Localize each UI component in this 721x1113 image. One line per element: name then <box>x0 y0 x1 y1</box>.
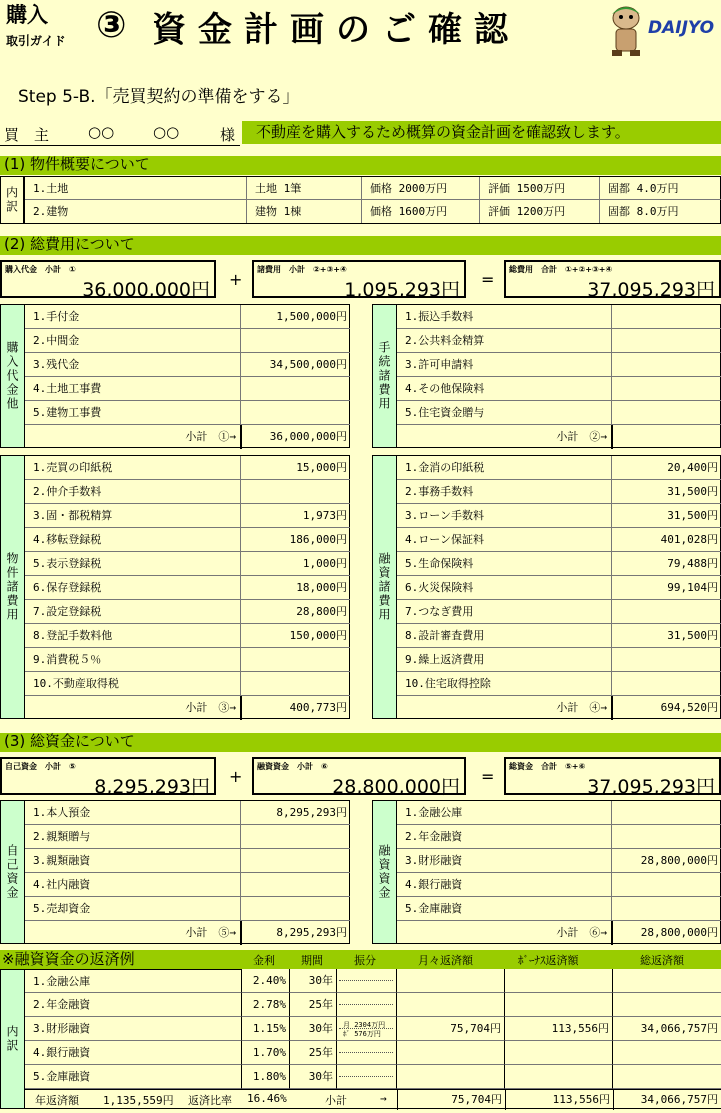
blk-procedure-table <box>397 304 721 448</box>
blk-loan-side <box>372 800 397 944</box>
line-item-label: 2.仲介手数料 <box>25 480 241 504</box>
split-line <box>339 1004 393 1005</box>
blk-procedure-side <box>372 304 397 448</box>
repayment-row-label: 1.金融公庫 <box>25 969 242 993</box>
line-item-value <box>612 305 721 329</box>
step-number: ③ <box>96 5 127 46</box>
line-item-label: 1.売買の印紙税 <box>25 456 241 480</box>
line-item-label: 1.金消の印紙税 <box>397 456 612 480</box>
line-item-label: 4.ローン保証料 <box>397 528 612 552</box>
property-summary-eval: 評価 1500万円 <box>480 177 600 200</box>
line-item-label: 5.表示登録税 <box>25 552 241 576</box>
own-total-caption: 自己資金 小計 ⑤ <box>5 762 76 771</box>
line-item-label: 5.住宅資金贈与 <box>397 401 612 425</box>
line-item-value <box>612 672 721 696</box>
buyer-name-2: ○○ <box>153 123 180 141</box>
repayment-bonus <box>505 1065 613 1089</box>
line-item-label: 4.その他保険料 <box>397 377 612 401</box>
line-item-label: 9.繰上返済費用 <box>397 648 612 672</box>
line-item-value: 31,500円 <box>612 504 721 528</box>
repayment-monthly <box>397 1041 505 1065</box>
repayment-split <box>337 1065 397 1089</box>
blk-financing-table <box>397 455 721 719</box>
line-item-value <box>241 849 350 873</box>
col-split: 振分 <box>354 954 376 967</box>
property-summary-price: 価格 2000万円 <box>362 177 480 200</box>
footer-total: 34,066,757円 <box>613 1090 721 1110</box>
repayment-term: 30年 <box>290 1017 337 1041</box>
repayment-term: 30年 <box>290 969 337 993</box>
split-b: ﾎﾞ 576万円 <box>343 1030 381 1038</box>
line-item-value <box>241 648 350 672</box>
equals-sign: = <box>481 270 495 289</box>
line-item-label: 2.年金融資 <box>397 825 612 849</box>
repayment-row-label: 2.年金融資 <box>25 993 242 1017</box>
col-bonus: ﾎﾞｰﾅｽ返済額 <box>518 954 579 967</box>
col-rate: 金利 <box>253 954 275 967</box>
blk-own-side <box>0 800 25 944</box>
line-item-label: 2.中間金 <box>25 329 241 353</box>
buyer-name-1: ○○ <box>88 123 115 141</box>
loan-total-caption: 融資資金 小計 ⑥ <box>257 762 328 771</box>
line-item-label: 6.火災保険料 <box>397 576 612 600</box>
line-item-label: 4.銀行融資 <box>397 873 612 897</box>
repayment-split <box>337 1041 397 1065</box>
property-summary-kind: 建物 1棟 <box>247 200 362 223</box>
notice-banner: 不動産を購入するため概算の資金計画を確認致します。 <box>242 121 721 144</box>
side-label: 自己資金 <box>5 844 19 900</box>
equals-sign-2: = <box>481 767 495 786</box>
footer-bonus: 113,556円 <box>505 1090 613 1110</box>
line-item-value <box>612 377 721 401</box>
repayment-monthly <box>397 993 505 1017</box>
grand-total-box <box>504 260 721 301</box>
side-label: 融資諸費用 <box>377 552 391 622</box>
line-item-label: 1.振込手数料 <box>397 305 612 329</box>
funds-total-caption: 総資金 合計 ⑤+⑥ <box>509 762 586 771</box>
repayment-term: 25年 <box>290 1041 337 1065</box>
line-item-value <box>612 825 721 849</box>
brand-logo: DAIJYO <box>648 18 715 38</box>
repayment-split <box>337 993 397 1017</box>
subtotal-value: 694,520円 <box>612 696 721 720</box>
footer-subtotal-label: 小計 <box>325 1094 347 1107</box>
logo-sub: 取引ガイド <box>6 34 66 48</box>
repayment-total <box>613 1065 721 1089</box>
logo-main: 購入 <box>6 3 48 27</box>
line-item-label: 10.住宅取得控除 <box>397 672 612 696</box>
line-item-label: 8.登記手数料他 <box>25 624 241 648</box>
line-item-label: 1.本人預金 <box>25 801 241 825</box>
line-item-label: 3.親類融資 <box>25 849 241 873</box>
line-item-label: 5.生命保険料 <box>397 552 612 576</box>
line-item-label: 5.金庫融資 <box>397 897 612 921</box>
purchase-total-box <box>0 260 216 301</box>
split-a: 月 2304万円 <box>343 1021 386 1029</box>
section2-title: (2) 総費用について <box>0 236 721 255</box>
repayment-total: 34,066,757円 <box>613 1017 721 1041</box>
line-item-label: 1.手付金 <box>25 305 241 329</box>
annual-label: 年返済額 <box>35 1094 79 1107</box>
line-item-value <box>241 672 350 696</box>
misc-total-box <box>252 260 466 301</box>
subtotal-label: 小計 ④→ <box>397 696 612 720</box>
footer-arrow: → <box>380 1092 387 1105</box>
grand-total-value: 37,095,293円 <box>587 279 715 301</box>
line-item-label: 7.設定登録税 <box>25 600 241 624</box>
line-item-label: 2.事務手数料 <box>397 480 612 504</box>
repayment-title: ※融資資金の返済例 <box>2 950 135 968</box>
funds-total-value: 37,095,293円 <box>587 776 715 798</box>
line-item-value <box>612 401 721 425</box>
subtotal-value: 400,773円 <box>241 696 350 720</box>
section1-title: (1) 物件概要について <box>0 156 721 175</box>
plus-sign-2: + <box>229 767 243 786</box>
side-label: 購入代金他 <box>5 341 19 411</box>
subtotal-label: 小計 ②→ <box>397 425 612 449</box>
repayment-split <box>337 969 397 993</box>
property-summary-eval: 評価 1200万円 <box>480 200 600 223</box>
line-item-value <box>241 873 350 897</box>
repayment-rate: 1.15% <box>242 1017 290 1041</box>
repayment-total <box>613 1041 721 1065</box>
line-item-label: 3.残代金 <box>25 353 241 377</box>
funds-total-box <box>504 757 721 798</box>
mascot-icon <box>604 2 648 58</box>
repayment-side <box>0 969 25 1109</box>
repayment-rate: 1.80% <box>242 1065 290 1089</box>
line-item-value: 150,000円 <box>241 624 350 648</box>
blk-purchase-table <box>25 304 350 448</box>
blk-loan-table <box>397 800 721 944</box>
line-item-value <box>612 648 721 672</box>
line-item-label: 7.つなぎ費用 <box>397 600 612 624</box>
line-item-value: 99,104円 <box>612 576 721 600</box>
repayment-monthly: 75,704円 <box>397 1017 505 1041</box>
line-item-value <box>612 600 721 624</box>
own-total-box <box>0 757 216 798</box>
line-item-value: 31,500円 <box>612 480 721 504</box>
ratio-label: 返済比率 <box>188 1094 232 1107</box>
side-label: 手続諸費用 <box>377 341 391 411</box>
line-item-label: 1.金融公庫 <box>397 801 612 825</box>
line-item-value <box>612 329 721 353</box>
line-item-value: 15,000円 <box>241 456 350 480</box>
repayment-row-label: 3.財形融資 <box>25 1017 242 1041</box>
split-line <box>339 1052 393 1053</box>
blk-own-table <box>25 800 350 944</box>
misc-total-caption: 諸費用 小計 ②+③+④ <box>257 265 347 274</box>
repayment-total <box>613 969 721 993</box>
line-item-value: 1,000円 <box>241 552 350 576</box>
line-item-value <box>612 897 721 921</box>
subtotal-value: 28,800,000円 <box>612 921 721 945</box>
repayment-split <box>337 1017 397 1041</box>
property-summary-name: 2.建物 <box>25 200 247 223</box>
repayment-bonus <box>505 1041 613 1065</box>
subtotal-value <box>612 425 721 449</box>
property-summary-tax: 固都 4.0万円 <box>600 177 721 200</box>
line-item-label: 4.土地工事費 <box>25 377 241 401</box>
line-item-value <box>612 873 721 897</box>
property-summary-tax: 固都 8.0万円 <box>600 200 721 223</box>
repayment-monthly <box>397 969 505 993</box>
header <box>0 0 721 62</box>
repayment-header <box>0 950 721 969</box>
own-total-value: 8,295,293円 <box>94 776 210 798</box>
col-monthly: 月々返済額 <box>418 954 473 967</box>
line-item-value: 28,800円 <box>241 600 350 624</box>
property-summary-name: 1.土地 <box>25 177 247 200</box>
repayment-bonus <box>505 993 613 1017</box>
buyer-label: 買 主 <box>4 126 50 144</box>
line-item-value <box>241 897 350 921</box>
blk-property-side <box>0 455 25 719</box>
repayment-term: 30年 <box>290 1065 337 1089</box>
subtotal-value: 8,295,293円 <box>241 921 350 945</box>
line-item-label: 8.設計審査費用 <box>397 624 612 648</box>
split-line <box>339 1076 393 1077</box>
side-label: 融資資金 <box>377 844 391 900</box>
property-summary-kind: 土地 1筆 <box>247 177 362 200</box>
section1-side: 内訳 <box>0 176 24 224</box>
line-item-value: 79,488円 <box>612 552 721 576</box>
subtotal-value: 36,000,000円 <box>241 425 350 449</box>
page-title: 資金計画のご確認 <box>152 10 520 50</box>
repayment-bonus: 113,556円 <box>505 1017 613 1041</box>
repayment-term: 25年 <box>290 993 337 1017</box>
line-item-label: 6.保存登録税 <box>25 576 241 600</box>
section3-title: (3) 総資金について <box>0 733 721 752</box>
line-item-label: 3.固・都税精算 <box>25 504 241 528</box>
line-item-value <box>612 801 721 825</box>
col-term: 期間 <box>301 954 323 967</box>
repayment-monthly <box>397 1065 505 1089</box>
ratio-value: 16.46% <box>247 1092 287 1105</box>
line-item-label: 5.売却資金 <box>25 897 241 921</box>
subtotal-label: 小計 ⑤→ <box>25 921 241 945</box>
repayment-rate: 2.78% <box>242 993 290 1017</box>
line-item-value <box>241 480 350 504</box>
line-item-value <box>241 329 350 353</box>
line-item-label: 3.財形融資 <box>397 849 612 873</box>
subtotal-label: 小計 ①→ <box>25 425 241 449</box>
line-item-value: 28,800,000円 <box>612 849 721 873</box>
subtotal-label: 小計 ⑥→ <box>397 921 612 945</box>
line-item-label: 4.社内融資 <box>25 873 241 897</box>
line-item-value: 20,400円 <box>612 456 721 480</box>
line-item-label: 9.消費税５％ <box>25 648 241 672</box>
plus-sign: + <box>229 270 243 289</box>
buyer-honorific: 様 <box>220 126 236 144</box>
side-label: 物件諸費用 <box>5 552 19 622</box>
line-item-value: 1,500,000円 <box>241 305 350 329</box>
blk-purchase-side <box>0 304 25 448</box>
misc-total-value: 1,095,293円 <box>344 279 460 301</box>
annual-value: 1,135,559円 <box>103 1094 174 1107</box>
line-item-label: 3.ローン手数料 <box>397 504 612 528</box>
repayment-total <box>613 993 721 1017</box>
line-item-value <box>241 401 350 425</box>
col-total: 総返済額 <box>640 954 684 967</box>
buyer-underline <box>0 145 240 146</box>
line-item-value: 31,500円 <box>612 624 721 648</box>
repayment-row-label: 5.金庫融資 <box>25 1065 242 1089</box>
split-line <box>339 980 393 981</box>
repayment-rate: 2.40% <box>242 969 290 993</box>
step-line: Step 5-B.「売買契約の準備をする」 <box>18 87 300 107</box>
line-item-label: 2.公共料金精算 <box>397 329 612 353</box>
line-item-value <box>241 377 350 401</box>
subtotal-label: 小計 ③→ <box>25 696 241 720</box>
loan-total-value: 28,800,000円 <box>332 776 460 798</box>
footer-monthly: 75,704円 <box>397 1090 505 1110</box>
repayment-footer <box>25 1089 721 1109</box>
line-item-value: 186,000円 <box>241 528 350 552</box>
line-item-value <box>241 825 350 849</box>
line-item-value: 18,000円 <box>241 576 350 600</box>
purchase-total-value: 36,000,000円 <box>82 279 210 301</box>
line-item-label: 10.不動産取得税 <box>25 672 241 696</box>
line-item-label: 3.許可申請料 <box>397 353 612 377</box>
side-label: 内訳 <box>5 1025 19 1053</box>
split-line <box>339 1028 393 1029</box>
line-item-label: 2.親類贈与 <box>25 825 241 849</box>
line-item-value <box>612 353 721 377</box>
repayment-bonus <box>505 969 613 993</box>
grand-total-caption: 総費用 合計 ①+②+③+④ <box>509 265 613 274</box>
line-item-value: 1,973円 <box>241 504 350 528</box>
blk-financing-side <box>372 455 397 719</box>
line-item-label: 5.建物工事費 <box>25 401 241 425</box>
loan-total-box <box>252 757 466 798</box>
repayment-rate: 1.70% <box>242 1041 290 1065</box>
repayment-row-label: 4.銀行融資 <box>25 1041 242 1065</box>
line-item-value: 8,295,293円 <box>241 801 350 825</box>
line-item-value: 34,500,000円 <box>241 353 350 377</box>
line-item-value: 401,028円 <box>612 528 721 552</box>
property-summary-price: 価格 1600万円 <box>362 200 480 223</box>
purchase-total-caption: 購入代金 小計 ① <box>5 265 76 274</box>
line-item-label: 4.移転登録税 <box>25 528 241 552</box>
section1-table <box>24 176 721 224</box>
blk-property-table <box>25 455 350 719</box>
